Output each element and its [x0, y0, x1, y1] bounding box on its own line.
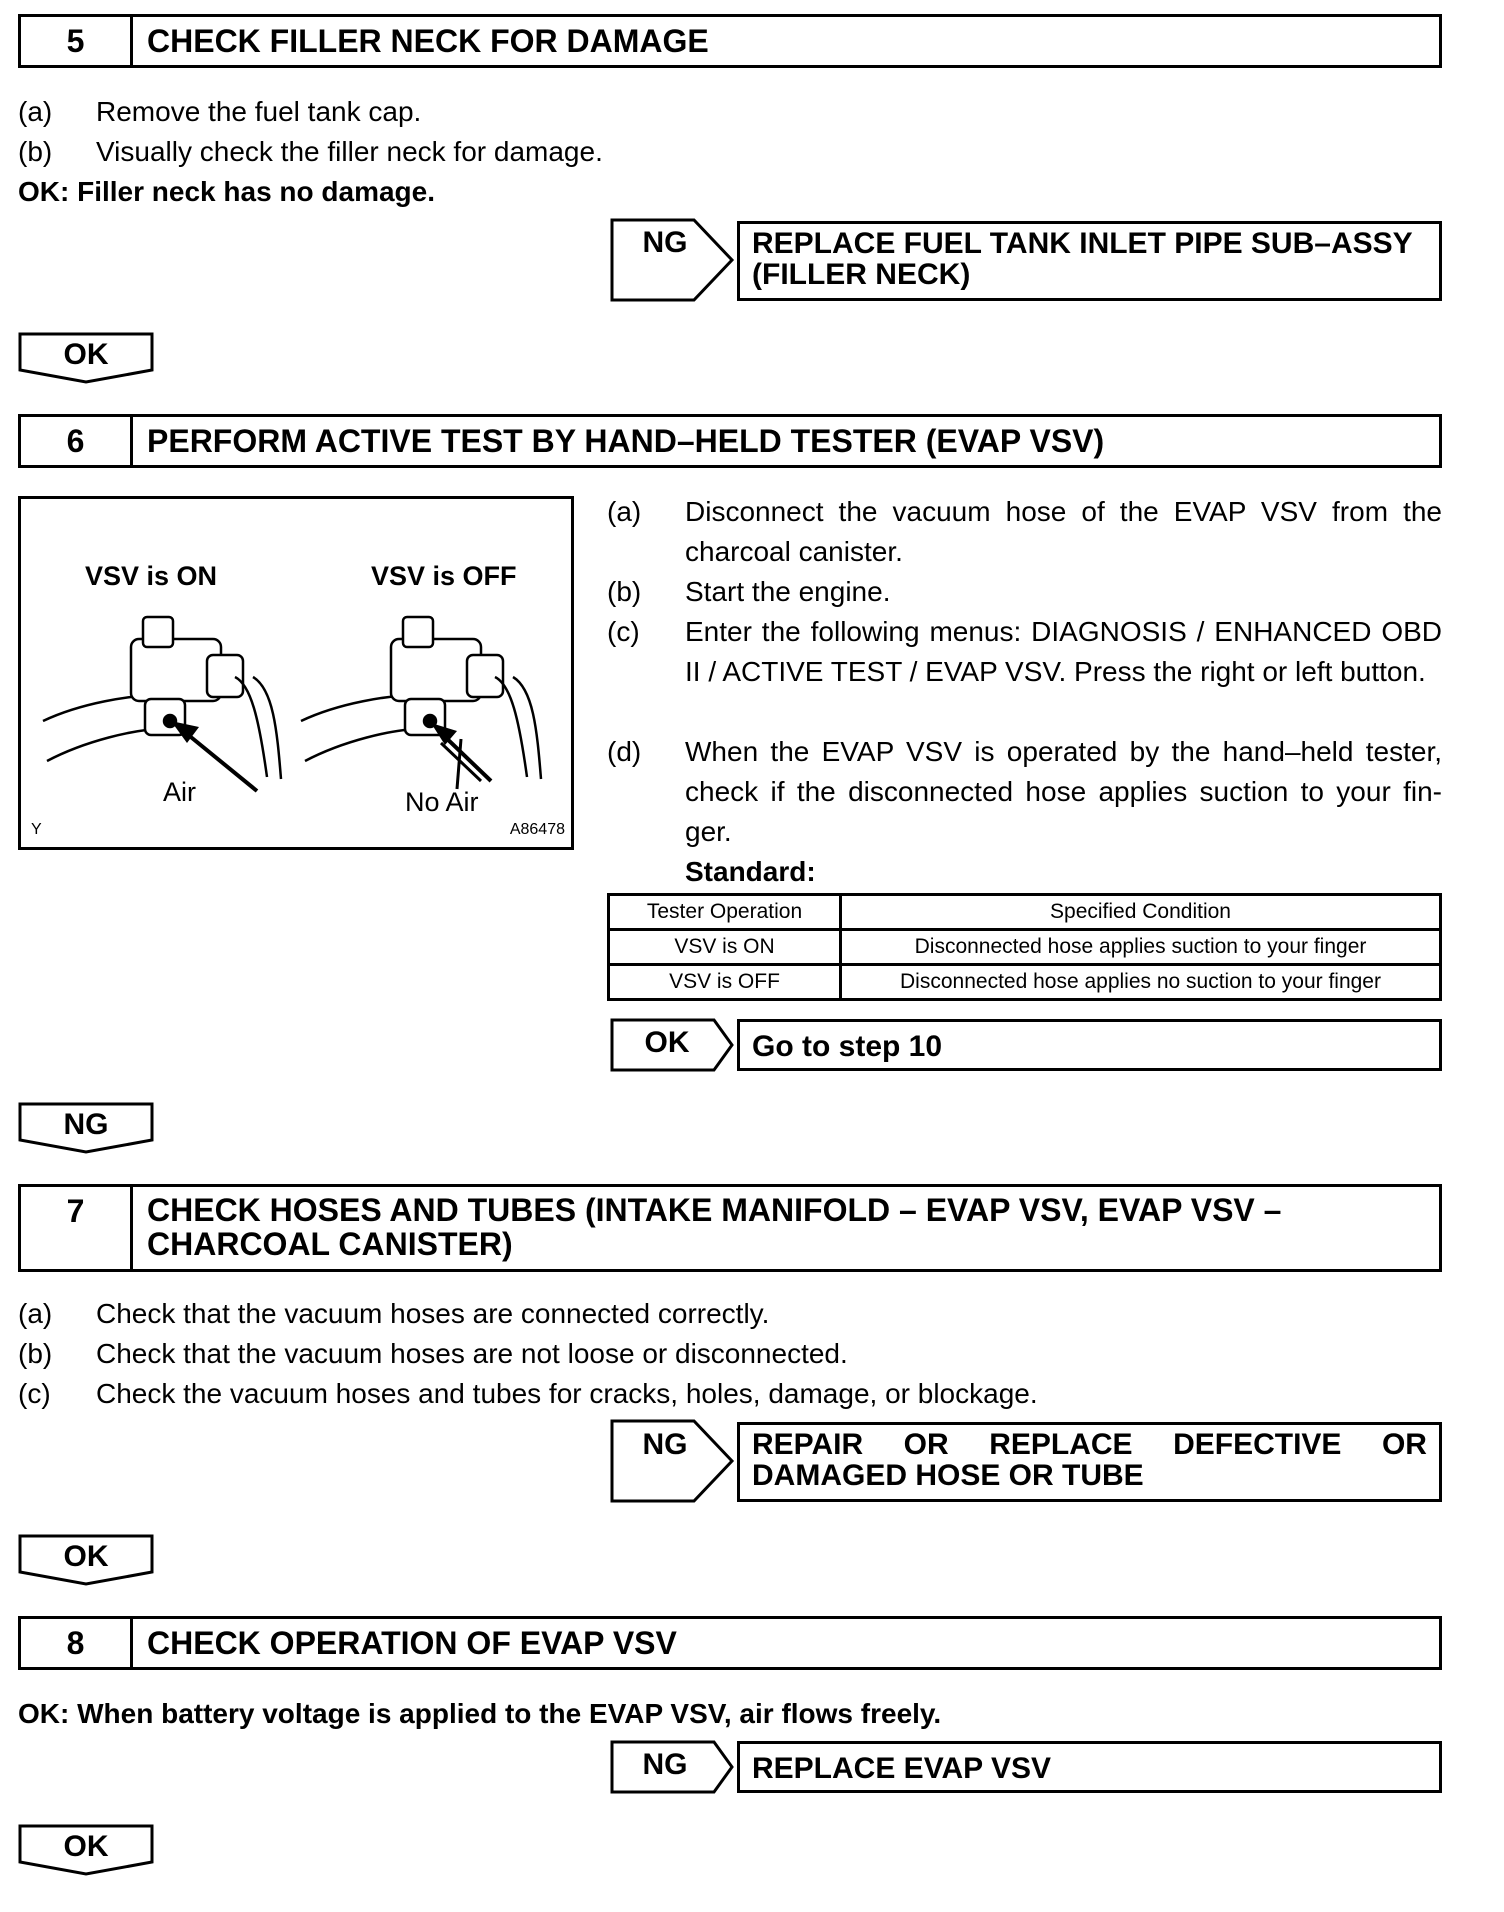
table-row	[609, 930, 1441, 965]
instruction-item: (c) Enter the following menus: DIAGNOSIS / ENHANCED OBD II / ACTIVE TEST / EVAP VSV. Press the right or left button.	[607, 616, 1442, 687]
vsv-off-label: VSV is OFF	[371, 561, 517, 591]
step-title: CHECK HOSES AND TUBES (INTAKE MANIFOLD – EVAP VSV, EVAP VSV – CHARCOAL CANISTER)	[147, 1192, 1282, 1262]
vsv-figure	[18, 496, 574, 850]
step-title: PERFORM ACTIVE TEST BY HAND–HELD TESTER (EVAP VSV)	[147, 423, 1105, 459]
air-label: Air	[163, 777, 196, 807]
ng-tag: NG	[63, 1108, 109, 1141]
vsv-on-label: VSV is ON	[85, 561, 218, 591]
table-cell: Disconnected hose applies no suction to your finger	[841, 965, 1441, 1000]
ok-condition: OK: When battery voltage is applied to the EVAP VSV, air flows freely.	[18, 1698, 942, 1729]
ok-tag: OK	[63, 1540, 109, 1573]
step-6-header	[18, 414, 1442, 468]
table-cell: VSV is OFF	[609, 965, 841, 1000]
figure-id: A86478	[509, 821, 565, 838]
ok-label: OK	[644, 1026, 690, 1059]
ok-tag: OK	[63, 1830, 109, 1863]
table-header: Specified Condition	[841, 895, 1441, 930]
vsv-illustration	[21, 499, 571, 847]
step-8-header	[18, 1616, 1442, 1670]
instruction-item: (a) Disconnect the vacuum hose of the EVAP VSV from the charcoal canister.	[607, 496, 1442, 567]
ng-label: NG	[642, 226, 688, 259]
ng-label: NG	[642, 1748, 688, 1781]
no-air-label: No Air	[405, 787, 479, 817]
instruction-item: (d) When the EVAP VSV is operated by the hand–held tester, check if the disconnected hose applies suction to your fin-ger.	[607, 736, 1442, 847]
step-7-header	[18, 1184, 1442, 1272]
ok-result-box: Go to step 10	[737, 1019, 1442, 1071]
step-5-header	[18, 14, 1442, 68]
instruction-item: (b) Start the engine.	[607, 576, 891, 607]
step-number: 8	[21, 1619, 133, 1667]
ng-result-box: REPLACE EVAP VSV	[737, 1741, 1442, 1793]
table-cell: VSV is ON	[609, 930, 841, 965]
standard-table	[607, 893, 1442, 1001]
ok-condition: OK: Filler neck has no damage.	[18, 176, 436, 207]
ng-result-box: REPAIR OR REPLACE DEFECTIVE OR DAMAGED HOSE OR TUBE	[737, 1422, 1442, 1502]
table-header: Tester Operation	[609, 895, 841, 930]
ok-tag: OK	[63, 338, 109, 371]
table-cell: Disconnected hose applies suction to your finger	[841, 930, 1441, 965]
table-header-row	[609, 895, 1441, 930]
ng-label: NG	[642, 1428, 688, 1461]
step-number: 7	[21, 1187, 133, 1269]
standard-label: Standard:	[685, 856, 816, 887]
ng-result-box: REPLACE FUEL TANK INLET PIPE SUB–ASSY (FILLER NECK)	[737, 221, 1442, 301]
corner-code: Y	[31, 821, 42, 838]
step-title: CHECK FILLER NECK FOR DAMAGE	[147, 23, 709, 59]
step-number: 5	[21, 17, 133, 65]
table-row	[609, 965, 1441, 1000]
step-title: CHECK OPERATION OF EVAP VSV	[147, 1625, 677, 1661]
step-number: 6	[21, 417, 133, 465]
